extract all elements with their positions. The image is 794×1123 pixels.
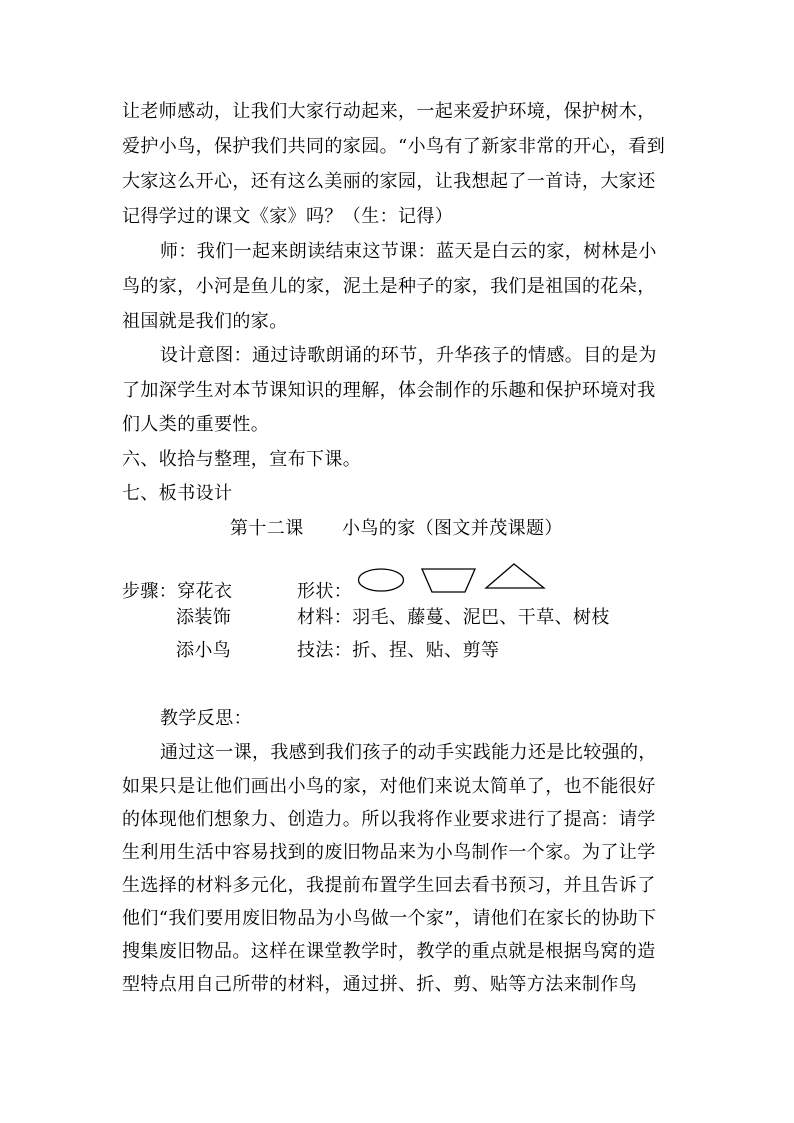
design-intent-line-2: 了加深学生对本节课知识的理解，体会制作的乐趣和保护环境对我 [122, 380, 656, 401]
board-steps-label: 步骤：穿花衣 [122, 581, 233, 602]
teacher-line-2: 鸟的家，小河是鱼儿的家，泥土是种子的家，我们是祖国的花朵， [122, 276, 656, 297]
intro-line-1: 让老师感动，让我们大家行动起来，一起来爱护环境，保护树木， [122, 101, 656, 122]
trapezoid-shape-icon [420, 567, 478, 594]
reflection-line-6: 他们“我们要用废旧物品为小鸟做一个家”，请他们在家长的协助下 [122, 908, 657, 929]
reflection-line-1: 通过这一课，我感到我们孩子的动手实践能力还是比较强的， [160, 742, 657, 763]
intro-line-3: 大家这么开心，还有这么美丽的家园，让我想起了一首诗，大家还 [122, 171, 656, 192]
intro-line-2: 爱护小鸟，保护我们共同的家园。“小鸟有了新家非常的开心，看到 [122, 136, 666, 157]
triangle-shape-icon [484, 561, 547, 591]
board-lesson-title: 小鸟的家（图文并茂课题） [342, 518, 563, 539]
board-step-2: 添装饰 [176, 607, 232, 628]
reflection-line-5: 生选择的材料多元化，我提前布置学生回去看书预习，并且告诉了 [122, 875, 656, 896]
board-step-3: 添小鸟 [176, 640, 232, 661]
design-intent-line-1: 设计意图：通过诗歌朗诵的环节，升华孩子的情感。目的是为 [160, 345, 657, 366]
oval-shape-icon [356, 566, 406, 594]
reflection-line-4: 生利用生活中容易找到的废旧物品来为小鸟制作一个家。为了让学 [122, 842, 656, 863]
teacher-line-1: 师：我们一起来朗读结束这节课：蓝天是白云的家，树林是小 [160, 241, 657, 262]
board-shape-label: 形状： [297, 581, 353, 602]
board-techniques: 技法：折、捏、贴、剪等 [297, 640, 500, 661]
intro-line-4: 记得学过的课文《家》吗？（生：记得） [122, 206, 454, 227]
teacher-line-3: 祖国就是我们的家。 [122, 311, 288, 332]
design-intent-line-3: 们人类的重要性。 [122, 414, 270, 435]
reflection-line-3: 的体现他们想象力、创造力。所以我将作业要求进行了提高：请学 [122, 809, 656, 830]
board-lesson-number: 第十二课 [230, 518, 304, 539]
reflection-line-7: 搜集废旧物品。这样在课堂教学时，教学的重点就是根据鸟窝的造 [122, 941, 656, 962]
reflection-heading: 教学反思： [160, 708, 252, 729]
reflection-line-2: 如果只是让他们画出小鸟的家，对他们来说太简单了，也不能很好 [122, 776, 656, 797]
reflection-line-8: 型特点用自己所带的材料，通过拼、折、剪、贴等方法来制作鸟 [122, 974, 638, 995]
board-materials: 材料：羽毛、藤蔓、泥巴、干草、树枝 [297, 607, 610, 628]
section-seven-heading: 七、板书设计 [122, 483, 233, 504]
section-six: 六、收拾与整理，宣布下课。 [122, 449, 362, 470]
